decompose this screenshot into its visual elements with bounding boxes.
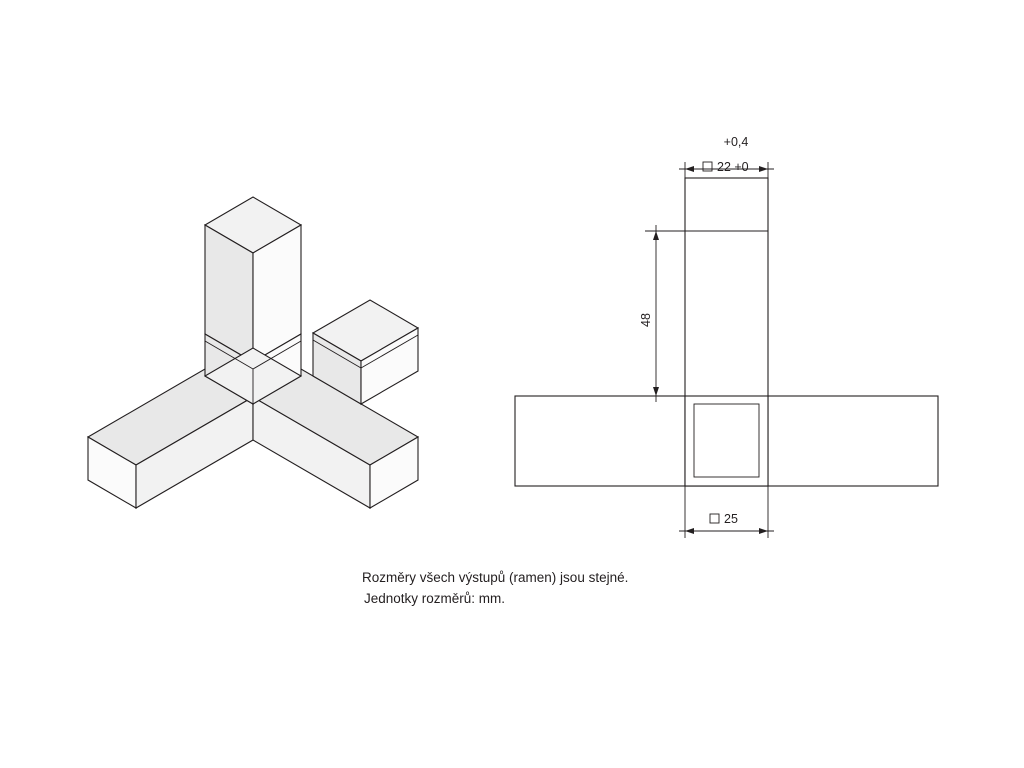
isometric-view [88, 197, 418, 508]
dim-top-width-text: 22 +0 [717, 160, 749, 174]
square-symbol-bottom [710, 514, 719, 523]
ortho-hub-square [685, 396, 768, 486]
dim-tolerance-text: +0,4 [723, 135, 749, 149]
iso-arm-vertical [205, 197, 301, 362]
notes-block [362, 568, 628, 610]
square-symbol-top [703, 162, 712, 171]
note-line-2: Jednotky rozměrů: mm. [364, 590, 506, 606]
orthographic-view [515, 178, 938, 486]
note-line-1: Rozměry všech výstupů (ramen) jsou stejné. [362, 570, 629, 585]
dim-bottom-width-text: 25 [724, 512, 738, 526]
dim-height-text: 48 [639, 313, 653, 327]
